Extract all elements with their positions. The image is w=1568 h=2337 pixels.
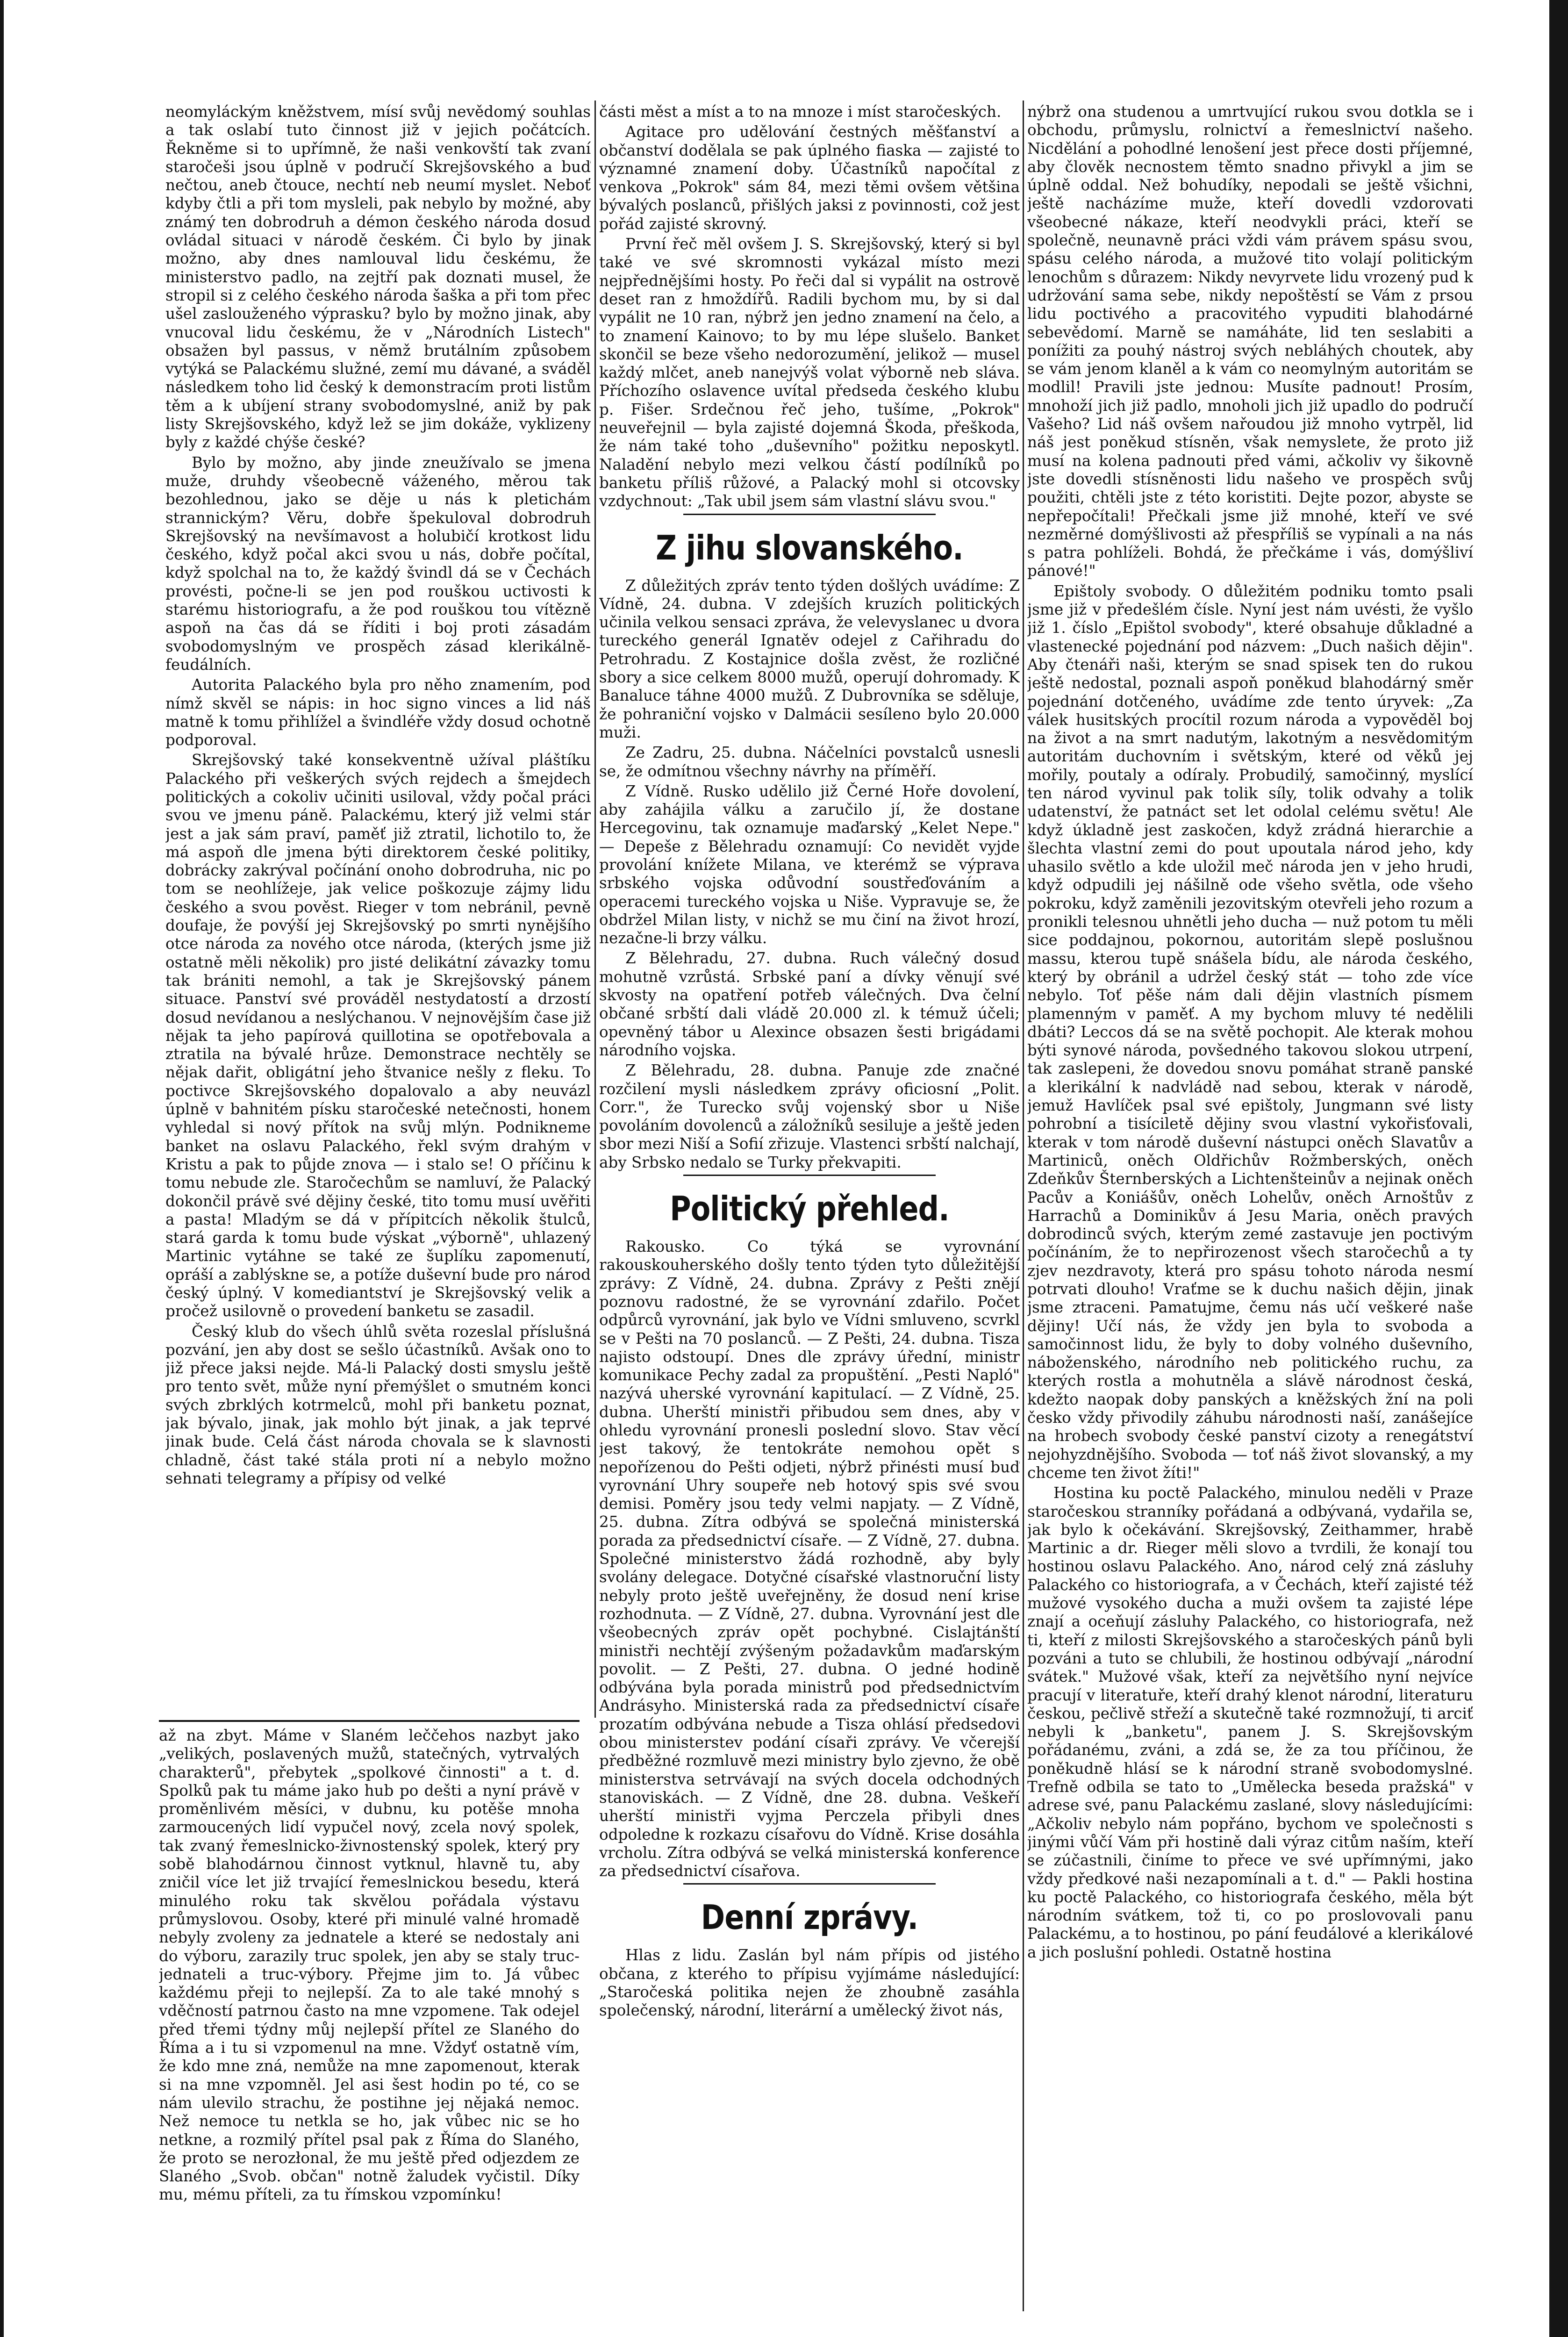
column-1 [165, 103, 591, 1711]
paragraph: Autorita Palackého byla pro něho znamením, pod nímž skvěl se nápis: in hoc signo vinces a lid náš matně k tomu přihlížel a švindléře vždy dosud ochotně podporoval. [165, 676, 591, 749]
section-heading-daily-news: Denní zprávy. [701, 1898, 918, 1937]
paragraph: části měst a míst a to na mnoze i míst staročeských. [599, 103, 1002, 121]
column-1-continuation [159, 1727, 580, 2311]
paragraph: Hostina ku poctě Palackého, minulou neděli v Praze staročeskou stranníky pořádaná a odbývaná, vydařila se, jak bylo k očekávání. Skrejšovský, Zeithammer, hrabě Martinic a dr. Rieger měli slovo a tvrdili, že konají tou hostinou oslavu Palackého. Ano, národ celý zná zásluhy Palackého co historiografa, a v Čechách, kteří zajisté též mužové vysokého ducha a muži ovšem ta zajisté lépe znají a oceňují zásluhy Palackého, co historiografa, než ti, kteří z milosti Skrejšovského a staročeských pánů byli pozváni a tuto se chlubili, že hostinou odbývají „národní svátek." Mužové však, kteří za největšího nyní nejvíce pracují v literatuře, kteří drahý klenot národní, literaturu českou, pečlivě střeží a skutečně také rozmnožují, ti arciť nebyli k „banketu", panem J. S. Skrejšovským pořádanému, zváni, a zdá se, že za tou příčinou, že poněkudně hlásí se k národní straně svobodomyslné. Trefně odbila se tato to „Umělecka beseda pražská" v adrese své, panu Palackému zaslané, slovy následujícími: „Ačkoliv nebylo nám popřáno, bychom ve společnosti s jinými vůčí Vám při hostině dali výraz citům naším, kteří se zúčastnili, činíme to přece ve své upřímnými, jako vždy předkové naši nezapomínali a t. d." — Pakli hostina ku poctě Palackého, co historiografa českého, měla být národním svátkem, tož ti, co po proslovovali panu Palackému, a to hostinou, po pání feudálové a klerikálové a jich poslušní pohledi. Ostatně hostina [1027, 1484, 1473, 1961]
paragraph: neomyláckým kněžstvem, mísí svůj nevědomý souhlas a tak oslabí tuto činnost již v jejich počátcích. Řekněme si to upřímně, že naši venkovští tak zvaní staročeši jsou úplně v područí Skrejšovského a buď nečtou, aneb čtouce, nechtí neb neumí myslet. Neboť kdyby čtli a při tom mysleli, pak nebylo by možné, aby známý ten dobrodruh a démon českého národa dosud ovládal situaci v národě českém. Či bylo by jinak možno, aby dnes namlouval lidu českému, že ministerstvo padlo, na zejtří pak doznati musel, že stropil si z celého českého národa šaška a při tom přec ušel zaslouženého výprasku? bylo by možno jinak, aby vnucoval lidu českému, že v „Národních Listech" obsažen byl passus, v němž brutálním způsobem vytýká se Palackému služné, zemí mu dávané, a sváděl následkem toho lid český k demonstracím proti listům těm a k ubíjení strany svobodomyslné, aniž by pak listy Skrejšovského, když lež se jim dokáže, vyklizeny byly z každé chýše české? [165, 103, 591, 452]
paragraph: až na zbyt. Máme v Slaném leččehos nazbyt jako „velikých, poslavených mužů, statečných, vytrvalých charakterů", přebytek „spolkové činnosti" a t. d. Spolků pak tu máme jako hub po dešti a nyní právě v proměnlivém měsíci, v dubnu, ku potěše mnoha zarmoucených lidí vypučel nový, zcela nový spolek, tak zvaný řemeslnicko-živnostenský spolek, který pry sobě blahodárnou činnost vytknul, hlavně tu, aby zničil více let již trvající řemeslnickou besedu, která minulého roku tak skvělou pořádala výstavu průmyslovou. Osoby, které při minulé valné hromadě nebyly zvoleny za jednatele a které se nedostaly ani do výboru, zarazily truc spolek, jen aby se staly truc-jednateli a truc-výbory. Přejme jim to. Já vůbec každému přeji to nejlepší. Za to ale také mnohý s vděčností patrnou často na mne vzpomene. Tak odejel před třemi týdny můj nejlepší přítel ze Slaného do Říma a i tu si vzpomenul na mne. Vždyť ostatně vím, že kdo mne zná, nemůže na mne zapomenout, kterak si na mne vzpomněl. Jel asi šest hodin po té, co se nám ulevilo strachu, že postihne jej nějaká nemoc. Než nemoce tu netkla se ho, jak vůbec nic se ho netkne, a rozmilý přítel psal pak z Říma do Slaného, že proto se nerozłonal, že mu ještě před odjezdem ze Slaného „Svob. občan" notně žaludek vyčistil. Díky mu, mému příteli, za tu římskou vzpomínku! [159, 1727, 580, 2204]
paragraph: Rakousko. Co týká se vyrovnání rakouskouherského došly tento týden tyto důležitější zprávy: Z Vídně, 24. dubna. Zprávy z Pešti znějí poznovu radostné, že se vyrovnání zdařilo. Počet odpůrců vyrovnání, jak bylo ve Vídni smluveno, scvrkl se v Pešti na 70 poslanců. — Z Pešti, 24. dubna. Tisza najisto odstoupí. Dnes dle zprávy úřední, ministr komunikace Pechy zadal za propuštění. „Pesti Napló" nazývá uherské vyrovnání kapitulací. — Z Vídně, 25. dubna. Uherští ministři přibudou sem dnes, aby v ohledu vyrovnání pronesli poslední slovo. Stav věcí jest takový, že tentokráte nemohou opět s nepořízenou do Pešti odjeti, nýbrž přinésti musí buď vyrovnání Uhry soupeře neb hotový spis své svou demisi. Poměry jsou tedy velmi napjaty. — Z Vídně, 25. dubna. Zítra odbývá se společná ministerská porada za předsednictví císaře. — Z Vídně, 27. dubna. Společné ministerstvo žádá rozhodně, aby byly svolány delegace. Dotyčné císařské vlastnoruční listy nebyly proto ještě uveřejněny, že dosud není krise rozhodnuta. — Z Vídně, 27. dubna. Vyrovnání jest dle všeobecných zpráv opět pochybné. Cislajtánští ministři nechtějí zvýšeným požadavkům maďarským povolit. — Z Pešti, 27. dubna. O jedné hodině odbývána byla porada ministrů pod předsednictvím Andrásyho. Ministerská rada za předsednictví císaře prozatím odbývána nebude a Tisza ohlásí předsedovi obou ministerstev podání císaři zprávy. Ve včerejší předběžné rozmluvě mezi ministry bylo zjevno, že obě ministerstva setrvávají na svých docela odchodných stanoviskách. — Z Vídně, dne 28. dubna. Veškeří uherští ministři vyjma Perczela přibyli dnes odpoledne k rozkazu císařovu do Vídně. Krise dosáhla vrcholu. Zítra odbývá se velká ministerská konference za předsednictví císařova. [599, 1238, 1020, 1880]
paragraph: Český klub do všech úhlů světa rozeslal příslušná pozvání, jen aby dost se sešlo účastníků. Avšak ono to již přece jaksi nejde. Má-li Palacký dosti smyslu ještě pro tento svět, může nyní přemýšlet o smutném konci svých zbrklých kotrmelců, mohl při banketu poznat, jak bývalo, jinak, jak mohlo být jinak, a jak teprvé jinak bude. Celá část národa chovala se k slavnosti chladně, část také stála proti ní a nebylo možno sehnati telegramy a přípisy od velké [165, 1322, 591, 1487]
column-separator [1023, 100, 1024, 2311]
paragraph: Agitace pro udělování čestných měšťanství a občanství dodělala se pak úplného fiaska — zajisté to významné znamení doby. Účastníků napočítal z venkova „Pokrok" sám 84, mezi těmi ovšem většina bývalých poslanců, přišlých jaksi z povinnosti, což jest pořád zajisté skrovný. [599, 123, 1020, 233]
scan-edge-left [0, 0, 4, 2337]
paragraph: První řeč měl ovšem J. S. Skrejšovský, který si byl také ve své skromnosti vykázal místo mezi nejpřednějšími hosty. Po řeči dal si vypálit na ostrově deset ran z hmoždířů. Radili bychom mu, by si dal vypálit ne 10 ran, nýbrž jen jedno znamení na čelo, a to znamení Kainovo; to by mu lépe slušelo. Banket skončil se beze všeho nedorozumění, jelikož — musel každý mlčet, aneb nanejvýš volat výborně neb sláva. Příchozího oslavence uvítal předseda českého klubu p. Fišer. Srdečnou řeč jeho, tušíme, „Pokrok" neuveřejnil — byla zajisté dojemná Škoda, přeškoda, že nám také toho „duševního" požitku neposkytl. Naladění nebylo mezi velkou částí podílníků po banketu příliš růžové, a Palacký mohl si otcovsky vzdychnout: „Tak ubil jsem sám vlastní slávu svou." [599, 235, 1020, 510]
section-heading-political-review: Politický přehled. [670, 1189, 949, 1229]
section-heading-south-slavic: Z jihu slovanského. [656, 528, 963, 567]
paragraph: Ze Zadru, 25. dubna. Náčelníci povstalců usnesli se, že odmítnou všechny návrhy na příměří. [599, 744, 1020, 780]
paragraph: Z Bělehradu, 28. dubna. Panuje zde značné rozčilení mysli následkem zprávy oficiosní „Polit. Corr.", že Turecko svůj vojenský sbor u Niše povoláním dovolenců a záložníků sesiluje a ještě jeden sbor mezi Niší a Sofií zřizuje. Vlastenci srbští nalchají, aby Srbsko nedalo se Turky překvapiti. [599, 1061, 1020, 1171]
paragraph: Epištoly svobody. O důležitém podniku tomto psali jsme již v předešlém čísle. Nyní jest nám uvésti, že vyšlo již 1. číslo „Epištol svobody", které obsahuje důkladné a vlastenecké pojednání pod názvem: „Duch našich dějin". Aby čtenáři naši, kterým se snad spisek ten do rukou ještě nedostal, poznali aspoň poněkud blahodárný směr pojednání dotčeného, uvádíme zde tento úryvek: „Za válek husitských procítil rozum národa a vypověděl boj na život a na smrt nadutým, lakotným a nesvědomitým autoritám duchovním i světským, které od věků jej mořily, poutaly a odíraly. Probudilý, samočinný, myslící ten národ vyvinul pak tolik síly, tolik odvahy a tolik udatenství, že patnáct set let odolal celému světu! Ale když úkladně jest zaskočen, když zrádná hierarchie a šlechta vlastní zemi do pout upoutala národ jeho, kdy uhasilo světlo a kde uložil meč národa jen v jeho hrudi, když odpudili jej nášilně ode všeho světla, ode všeho pokroku, když zaměnili jezovitským otevřeli jeho rozum a pronikli telesnou uhnětli jeho ducha — nuž potom tu měli sice poddajnou, pokornou, autoritám slepě poslušnou massu, kterou tupě snášela bídu, ale národa českého, který by obránil a udržel český stát — toho zde více nebylo. Toť pěše nám dali dějin vlastních písmem plamenným v paměť. A my bychom mluvy té nedělili dbáti? Leccos dá se na světě pochopit. Ale kterak mohou býti synové národa, povšedného takovou slokou utrpení, tak zaslepeni, že dovedou snovu pomáhat straně panské a klerikální k nadvládě nad sebou, kterak v národě, jemuž Havlíček psal své epištoly, Jungmann své listy pohrobní a tisíciletě dějiny svou vlastní vykořisťovali, kterak v tom národě duševní nástupci oněch Slavatův a Martiniců, oněch Oldřichův Rožmberských, oněch Zdeňkův Šternberských a Lichtenšteinův a nejinak oněch Pacův a Koniášův, oněch Lohelův, oněch Arnoštův z Harrachů a Dominikův á Jesu Maria, oněch pravých dobrodinců svých, kterým zemé zastavuje jen poctivým počínáním, že to nepřirozenost všech staročechů a ty zjev nezdravoty, která pro spásu tohoto národa nesmí potrvati dlouho! Vraťme se k duchu našich dějin, jinak jsme ztraceni. Pamatujme, čemu nás učí veškeré naše dějiny! Učí nás, že vždy jen byla to svoboda a samočinnost lidu, že byly to doby volného duševního, náboženského, národního neb politického ruchu, za kterých rostla a mohutněla a slávě národnost česká, kdežto naopak doby panských a kněžských žní na poli česko vždy přivodily záhubu národnosti naší, zanášejíce na hrobech svobody české panství cizoty a renegátství nejohyzdnějšího. Svoboda — toť náš život slovanský, a my chceme ten život žíti!" [1027, 582, 1473, 1482]
paragraph: Z Bělehradu, 27. dubna. Ruch válečný dosud mohutně vzrůstá. Srbské paní a dívky věnují své skvosty na opatření potřeb válečných. Dva čelní občané srbští dali vládě 20.000 zl. k témuž účeli; opevněný tábor u Alexince obsazen šesti brigádami národního vojska. [599, 949, 1020, 1059]
paragraph: Skrejšovský také konsekventně užíval pláštíku Palackého při veškerých svých rejdech a šmejdech politických a cokoliv učiniti usiloval, vždy počal práci svou ve jmenu páně. Palackému, který již velmi stár jest a jak sám praví, paměť již ztratil, lichotilo to, že má aspoň dle jmena býti direktorem české politiky, dobrácky zakrýval počínání onoho dobrodruha, nic po tom se neohlížeje, jak velice poškozuje zájmy lidu českého a svou pověst. Rieger v tom nebránil, pevně doufaje, že povýší jej Skrejšovský po smrti nynějšího otce národa za nového otce národa, (kterých jsme již ostatně měli několik) pro jisté delikátní závazky tomu tak brániti nemohl, a tak je Skrejšovský pánem situace. Panství své prováděl nestydatostí a drzostí dosud nevídanou a neslýchanou. V nejnovějším čase již nějak ta jeho papírová quillotina se opotřebovala a ztratila na bývalé hrůze. Demonstrace nechtěly se nějak dařit, obligátní jeho štvanice nešly z fleku. To poctivce Skrejšovského dopalovalo a aby neuvázl úplně v bahnitém písku staročeské netečnosti, honem vyhledal si nový přítok na svůj mlýn. Podnikneme banket na oslavu Palackého, řekl svým drahým v Kristu a pak to půjde znova — i stalo se! O příčinu k tomu nebude zle. Staročechům se namluví, že Palacký dokončil právě své dějiny české, tito tomu musí uvěřiti a pasta! Mladým se dá v přípitcích několik štulců, stará garda k tomu bude výskat „výborně", uhlazený Martinic vytáhne se také ze šuplíku zapomenutí, opráší a zablýskne se, a potíže duševní bude pro národ český úplný. V komediantství je Skrejšovský velik a pročež usilovně o provedení banketu se zasadil. [165, 751, 591, 1320]
paragraph: Bylo by možno, aby jinde zneužívalo se jmena muže, druhdy všeobecně váženého, měrou tak bezohlednou, jako se děje u nás k pletichám strannickým? Věru, dobře špekuloval dobrodruh Skrejšovský na nevšímavost a holubičí krotkost lidu českého, když počal akci svou u nás, dobře počítal, když spolchal na to, že každý švindl dá se v Čechách provésti, počne-li se jen pod rouškou uctivosti k starému historiografu, a že pod rouškou tou vítězně aspoň na čas dá se říditi i boj proti zásadám svobodomyslným ve prospěch zásad klerikálně-feudálních. [165, 453, 591, 674]
column-3 [1027, 103, 1473, 2309]
heading-rule [683, 514, 936, 515]
section-separator [159, 1720, 580, 1722]
column-2 [599, 103, 1020, 2309]
paragraph: nýbrž ona studenou a umrtvující rukou svou dotkla se i obchodu, průmyslu, rolnictví a řemeslnictví našeho. Nicdělání a pohodlné lenošení jest přece dosti příjemné, aby člověk necnostem těmto snadno přivykl a jim se úplně oddal. Než bohudíky, nepodali se ještě všichni, ještě nacházíme muže, kteří dovedli vzdorovati všeobecné nákaze, kteří neodvykli práci, kteří se společně, neunavně práci vždi vám právem spásu svou, spásu celého národa, a mužové tito volají politickým lenochům s důrazem: Nikdy nevyrvete lidu vrozený pud k udržování sama sebe, nikdy nepoštěstí se Vám z prsou lidu poctivého a pracovitého vypuditi blahodárné sebevědomí. Marně se namáháte, lid ten seslabiti a ponížiti za pouhý nástroj svých nebláhých choutek, aby se vám jenom klaněl a k vám co neomylným autoritám se modlil! Pravili jste jednou: Musíte padnout! Prosím, mnohoží jich již padlo, mnoholi jich již upadlo do područí Vašeho? Lid náš ovšem nařoudou již mnoho vytrpěl, lid náš jest poněkud stísněn, však nemyslete, že proto již musí na kolena padnouti před vámi, ačkoliv vy šikovně jste dovedli stísněnosti lidu našeho ve prospěch svůj použiti, chtěli jste z této koristiti. Dejte pozor, abyste se nepřepočítali! Přečkali jsme již mnohé, kteří ve své nezměrné domýšlivosti až přespříliš se vypínali a na nás s patra pohlíželi. Bohdá, že přečkáme i vás, domýšliví pánové!" [1027, 103, 1473, 580]
column-separator [594, 100, 596, 1718]
paragraph: Hlas z lidu. Zaslán byl nám přípis od jistého občana, z kterého to přípisu vyjímáme následující: „Staročeská politika nejen že zhoubně zasáhla společenský, národní, literární a umělecký život nás, [599, 1946, 1020, 2020]
heading-rule [683, 1175, 936, 1176]
heading-rule [683, 1883, 936, 1885]
paragraph: Z Vídně. Rusko udělilo již Černé Hoře dovolení, aby zahájila válku a zaručilo jí, že dostane Hercegovinu, tak oznamuje maďarský „Kelet Nepe." — Depeše z Bělehradu oznamují: Co nevidět vyjde provolání knížete Milana, ve kterémž se výprava srbského vojska odůvodní soustřeďováním a operacemi tureckého vojska u Niše. Vypravuje se, že obdržel Milan listy, v nichž se mu činí na život hrozí, nezačne-li brzy válku. [599, 782, 1020, 947]
scan-edge-right [1549, 0, 1568, 2337]
paragraph: Z důležitých zpráv tento týden došlých uvádíme: Z Vídně, 24. dubna. V zdejších kruzích politických učinila velkou sensaci zpráva, že velevyslanec u dvora tureckého generál Ignatěv odejel z Cařihradu do Petrohradu. Z Kostajnice došla zvěst, že rozličné sbory a sice celkem 8000 mužů, operují dohromady. K Banaluce táhne 4000 mužů. Z Dubrovníka se sděluje, že pohraniční vojsko v Dalmácii sesíleno bylo 20.000 muži. [599, 576, 1020, 741]
